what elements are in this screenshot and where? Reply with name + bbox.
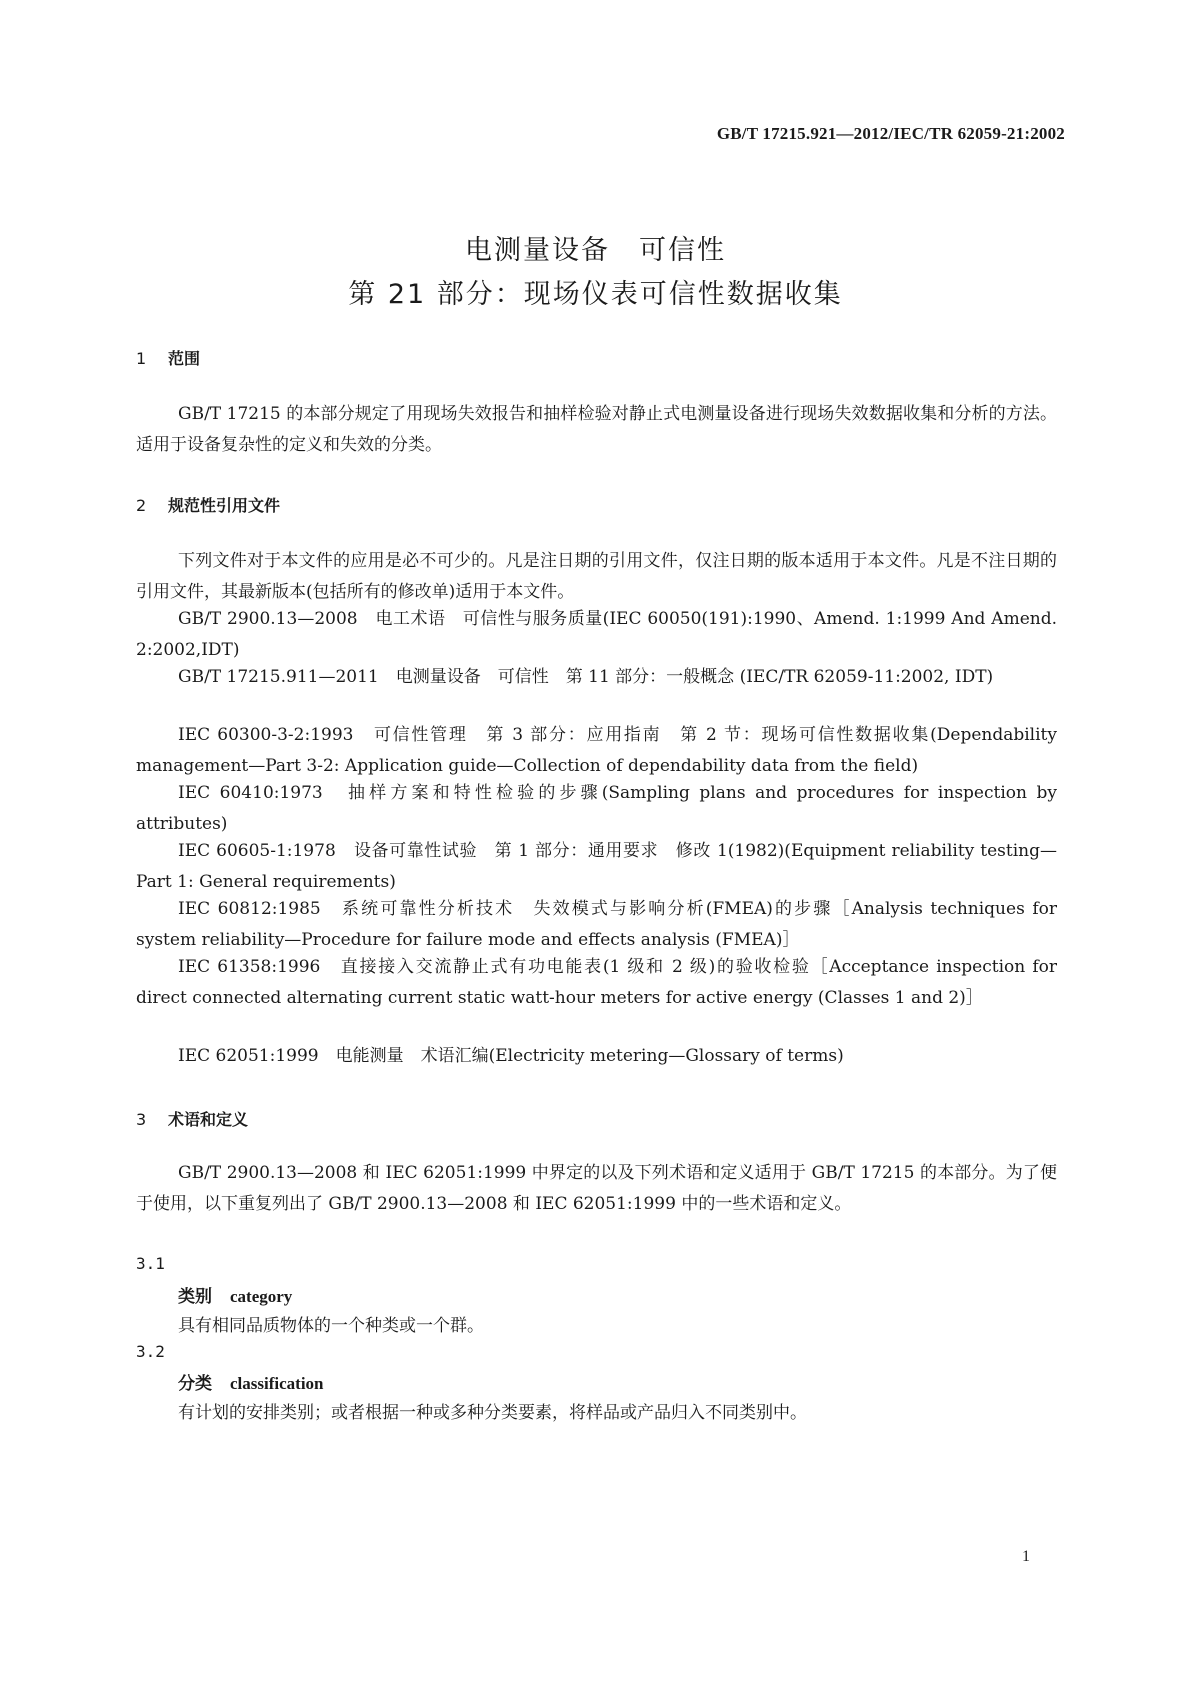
section-3-heading xyxy=(136,1107,248,1130)
section-2-heading xyxy=(136,493,280,516)
page-number: 1 xyxy=(1022,1548,1030,1565)
section-1-heading xyxy=(136,346,200,369)
section-title: 范围 xyxy=(168,349,201,368)
reference-item: IEC 60812:1985 系统可靠性分析技术 失效模式与影响分析(FMEA)的步骤［Analysis techniques for system reliability—Procedure for failure mode and effects analysis (FMEA)］ xyxy=(136,899,1057,950)
clause-number: 3.1 xyxy=(136,1254,165,1273)
reference-item: IEC 60410:1973 抽样方案和特性检验的步骤(Sampling plans and procedures for inspection by attributes) xyxy=(136,783,1057,834)
section-number: 3 xyxy=(136,1110,147,1129)
section-1-text: GB/T 17215 的本部分规定了用现场失效报告和抽样检验对静止式电测量设备进行现场失效数据收集和分析的方法。适用于设备复杂性的定义和失效的分类。 xyxy=(136,404,1057,455)
section-title: 术语和定义 xyxy=(168,1110,249,1129)
term-entry xyxy=(178,1282,292,1307)
term-definition: 有计划的安排类别；或者根据一种或多种分类要素，将样品或产品归入不同类别中。 xyxy=(178,1403,807,1423)
reference-item: IEC 61358:1996 直接接入交流静止式有功电能表(1 级和 2 级)的验收检验［Acceptance inspection for direct connected alternating current static watt-hour meters for active energy (Classes 1 and 2)］ xyxy=(136,957,1057,1008)
reference-item: IEC 60300-3-2:1993 可信性管理 第 3 部分：应用指南 第 2 节：现场可信性数据收集(Dependability management—Part 3-2: Application guide—Collection of dependability data from the field) xyxy=(136,725,1057,776)
term-english: category xyxy=(230,1287,293,1306)
section-title: 规范性引用文件 xyxy=(168,496,281,515)
term-chinese: 分类 xyxy=(178,1374,212,1394)
reference-item: GB/T 17215.911—2011 电测量设备 可信性 第 11 部分：一般概念 (IEC/TR 62059-11:2002, IDT) xyxy=(178,667,994,687)
section-3-intro: GB/T 2900.13—2008 和 IEC 62051:1999 中界定的以及下列术语和定义适用于 GB/T 17215 的本部分。为了便于使用，以下重复列出了 GB/T 2900.13—2008 和 IEC 62051:1999 中的一些术语和定义。 xyxy=(136,1163,1057,1214)
title-line-2: 第 21 部分：现场仪表可信性数据收集 xyxy=(348,279,843,310)
reference-item: GB/T 2900.13—2008 电工术语 可信性与服务质量(IEC 60050(191):1990、Amend. 1:1999 And Amend. 2:2002,IDT) xyxy=(136,609,1057,660)
term-entry xyxy=(178,1369,324,1394)
clause-number: 3.2 xyxy=(136,1342,165,1361)
section-number: 2 xyxy=(136,496,147,515)
title-line-1: 电测量设备 可信性 xyxy=(465,235,726,266)
standard-code: GB/T 17215.921—2012/IEC/TR 62059-21:2002 xyxy=(716,124,1065,143)
section-2-intro: 下列文件对于本文件的应用是必不可少的。凡是注日期的引用文件，仅注日期的版本适用于本文件。凡是不注日期的引用文件，其最新版本(包括所有的修改单)适用于本文件。 xyxy=(136,551,1057,602)
reference-item: IEC 60605-1:1978 设备可靠性试验 第 1 部分：通用要求 修改 1(1982)(Equipment reliability testing—Part 1: General requirements) xyxy=(136,841,1057,892)
section-number: 1 xyxy=(136,349,147,368)
term-english: classification xyxy=(230,1374,324,1393)
term-chinese: 类别 xyxy=(178,1287,212,1307)
reference-item: IEC 62051:1999 电能测量 术语汇编(Electricity metering—Glossary of terms) xyxy=(178,1046,844,1066)
term-definition: 具有相同品质物体的一个种类或一个群。 xyxy=(178,1316,484,1336)
